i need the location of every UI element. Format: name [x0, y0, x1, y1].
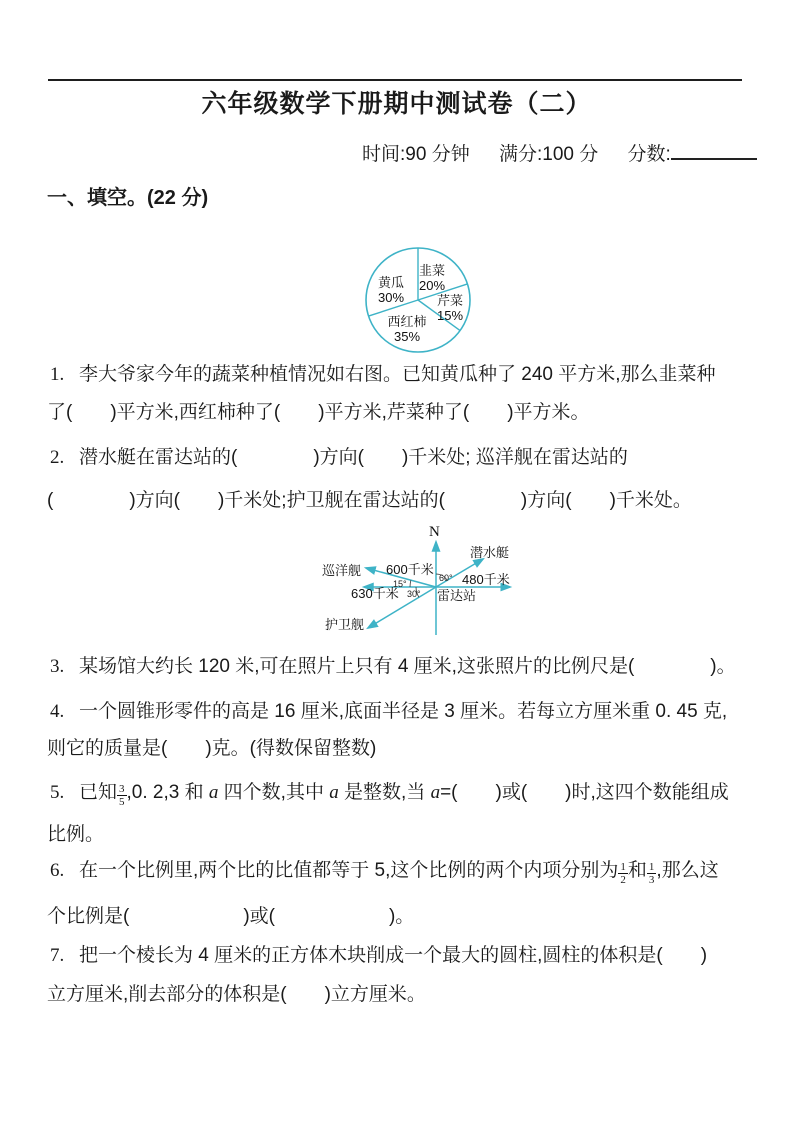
meta-score-label: 分数:	[627, 144, 671, 165]
question-4-number: 4.	[50, 701, 65, 722]
cruiser-angle-label: 15°	[393, 579, 407, 589]
radar-station-label: 雷达站	[437, 588, 477, 603]
header-rule	[48, 79, 742, 81]
question-7-line-1: 7. 把一个棱长为 4 厘米的正方体木块削成一个最大的圆柱,圆柱的体积是( )	[50, 943, 707, 969]
question-1-number: 1.	[50, 364, 65, 385]
cruiser-label: 巡洋舰	[322, 563, 362, 578]
submarine-label: 潜水艇	[470, 545, 510, 560]
question-4-line-2: 则它的质量是( )克。(得数保留整数)	[47, 738, 377, 759]
angle-arc-15	[410, 580, 411, 587]
meta-full-score: 满分:100 分	[498, 144, 599, 165]
pie-label-xihongshi: 西红柿 35%	[387, 314, 427, 344]
paper-title: 六年级数学下册期中测试卷（二）	[201, 91, 592, 118]
pie-label-jiucai: 韭菜 20%	[418, 263, 446, 293]
escort-distance-label: 630千米	[351, 586, 399, 601]
escort-label: 护卫舰	[325, 617, 365, 632]
question-6-line-2: 个比例是( )或( )。	[47, 906, 415, 927]
fraction-one-half: $\frac{1}{2}$	[620, 860, 626, 886]
question-3-number: 3.	[50, 656, 65, 677]
question-4-line-1: 4. 一个圆锥形零件的高是 16 厘米,底面半径是 3 厘米。若每立方厘米重 0. 45 克,	[50, 699, 727, 725]
question-2-line-2: ( )方向( )千米处;护卫舰在雷达站的( )方向( )千米处。	[47, 490, 692, 511]
question-5-number: 5.	[50, 782, 65, 803]
pie-label-huanggua: 黄瓜 30%	[377, 275, 405, 305]
north-label: N	[429, 524, 440, 540]
meta-time: 时间:90 分钟	[362, 144, 470, 165]
submarine-angle-label: 60°	[439, 573, 453, 583]
submarine-distance-label: 480千米	[462, 572, 510, 587]
vegetable-pie-chart	[348, 240, 518, 366]
fraction-one-third: $\frac{1}{3}$	[648, 860, 655, 886]
question-5-line-2: 比例。	[47, 824, 105, 845]
paper-meta	[362, 139, 757, 166]
score-blank-line	[671, 140, 757, 160]
question-3-line-1: 3. 某场馆大约长 120 米,可在照片上只有 4 厘米,这张照片的比例尺是( )。	[50, 654, 736, 680]
section-heading-fill-blanks: 一、填空。(22 分)	[47, 187, 209, 209]
question-6-number: 6.	[50, 860, 65, 881]
bearing-diagram-svg	[278, 523, 528, 655]
question-6-line-1: 6. 在一个比例里,两个比的比值都等于 5,这个比例的两个内项分别为 $\frac{1}{2}$ 和 $\frac{1}{3}$ ,那么这	[50, 860, 719, 886]
question-7-number: 7.	[50, 945, 65, 966]
question-5-line-1: 5. 已知 $\frac{3}{5}$ ,0. 2,3 和 a 四个数,其中 a 是整数,当 a=( )或( )时,这四个数能组成	[50, 782, 729, 808]
cruiser-distance-label: 600千米	[386, 562, 434, 577]
question-2-line-1: 2. 潜水艇在雷达站的( )方向( )千米处; 巡洋舰在雷达站的	[50, 445, 628, 471]
escort-angle-label: 30°	[407, 589, 421, 599]
question-7-line-2: 立方厘米,削去部分的体积是( )立方厘米。	[47, 984, 426, 1005]
fraction-three-fifths: $\frac{3}{5}$	[119, 782, 125, 808]
question-1-line-2: 了( )平方米,西红柿种了( )平方米,芹菜种了( )平方米。	[47, 402, 590, 423]
question-1-line-1: 1. 李大爷家今年的蔬菜种植情况如右图。已知黄瓜种了 240 平方米,那么韭菜种	[50, 362, 716, 388]
pie-label-qincai: 芹菜 15%	[436, 293, 464, 323]
question-2-number: 2.	[50, 447, 65, 468]
radar-bearing-diagram	[278, 523, 528, 655]
